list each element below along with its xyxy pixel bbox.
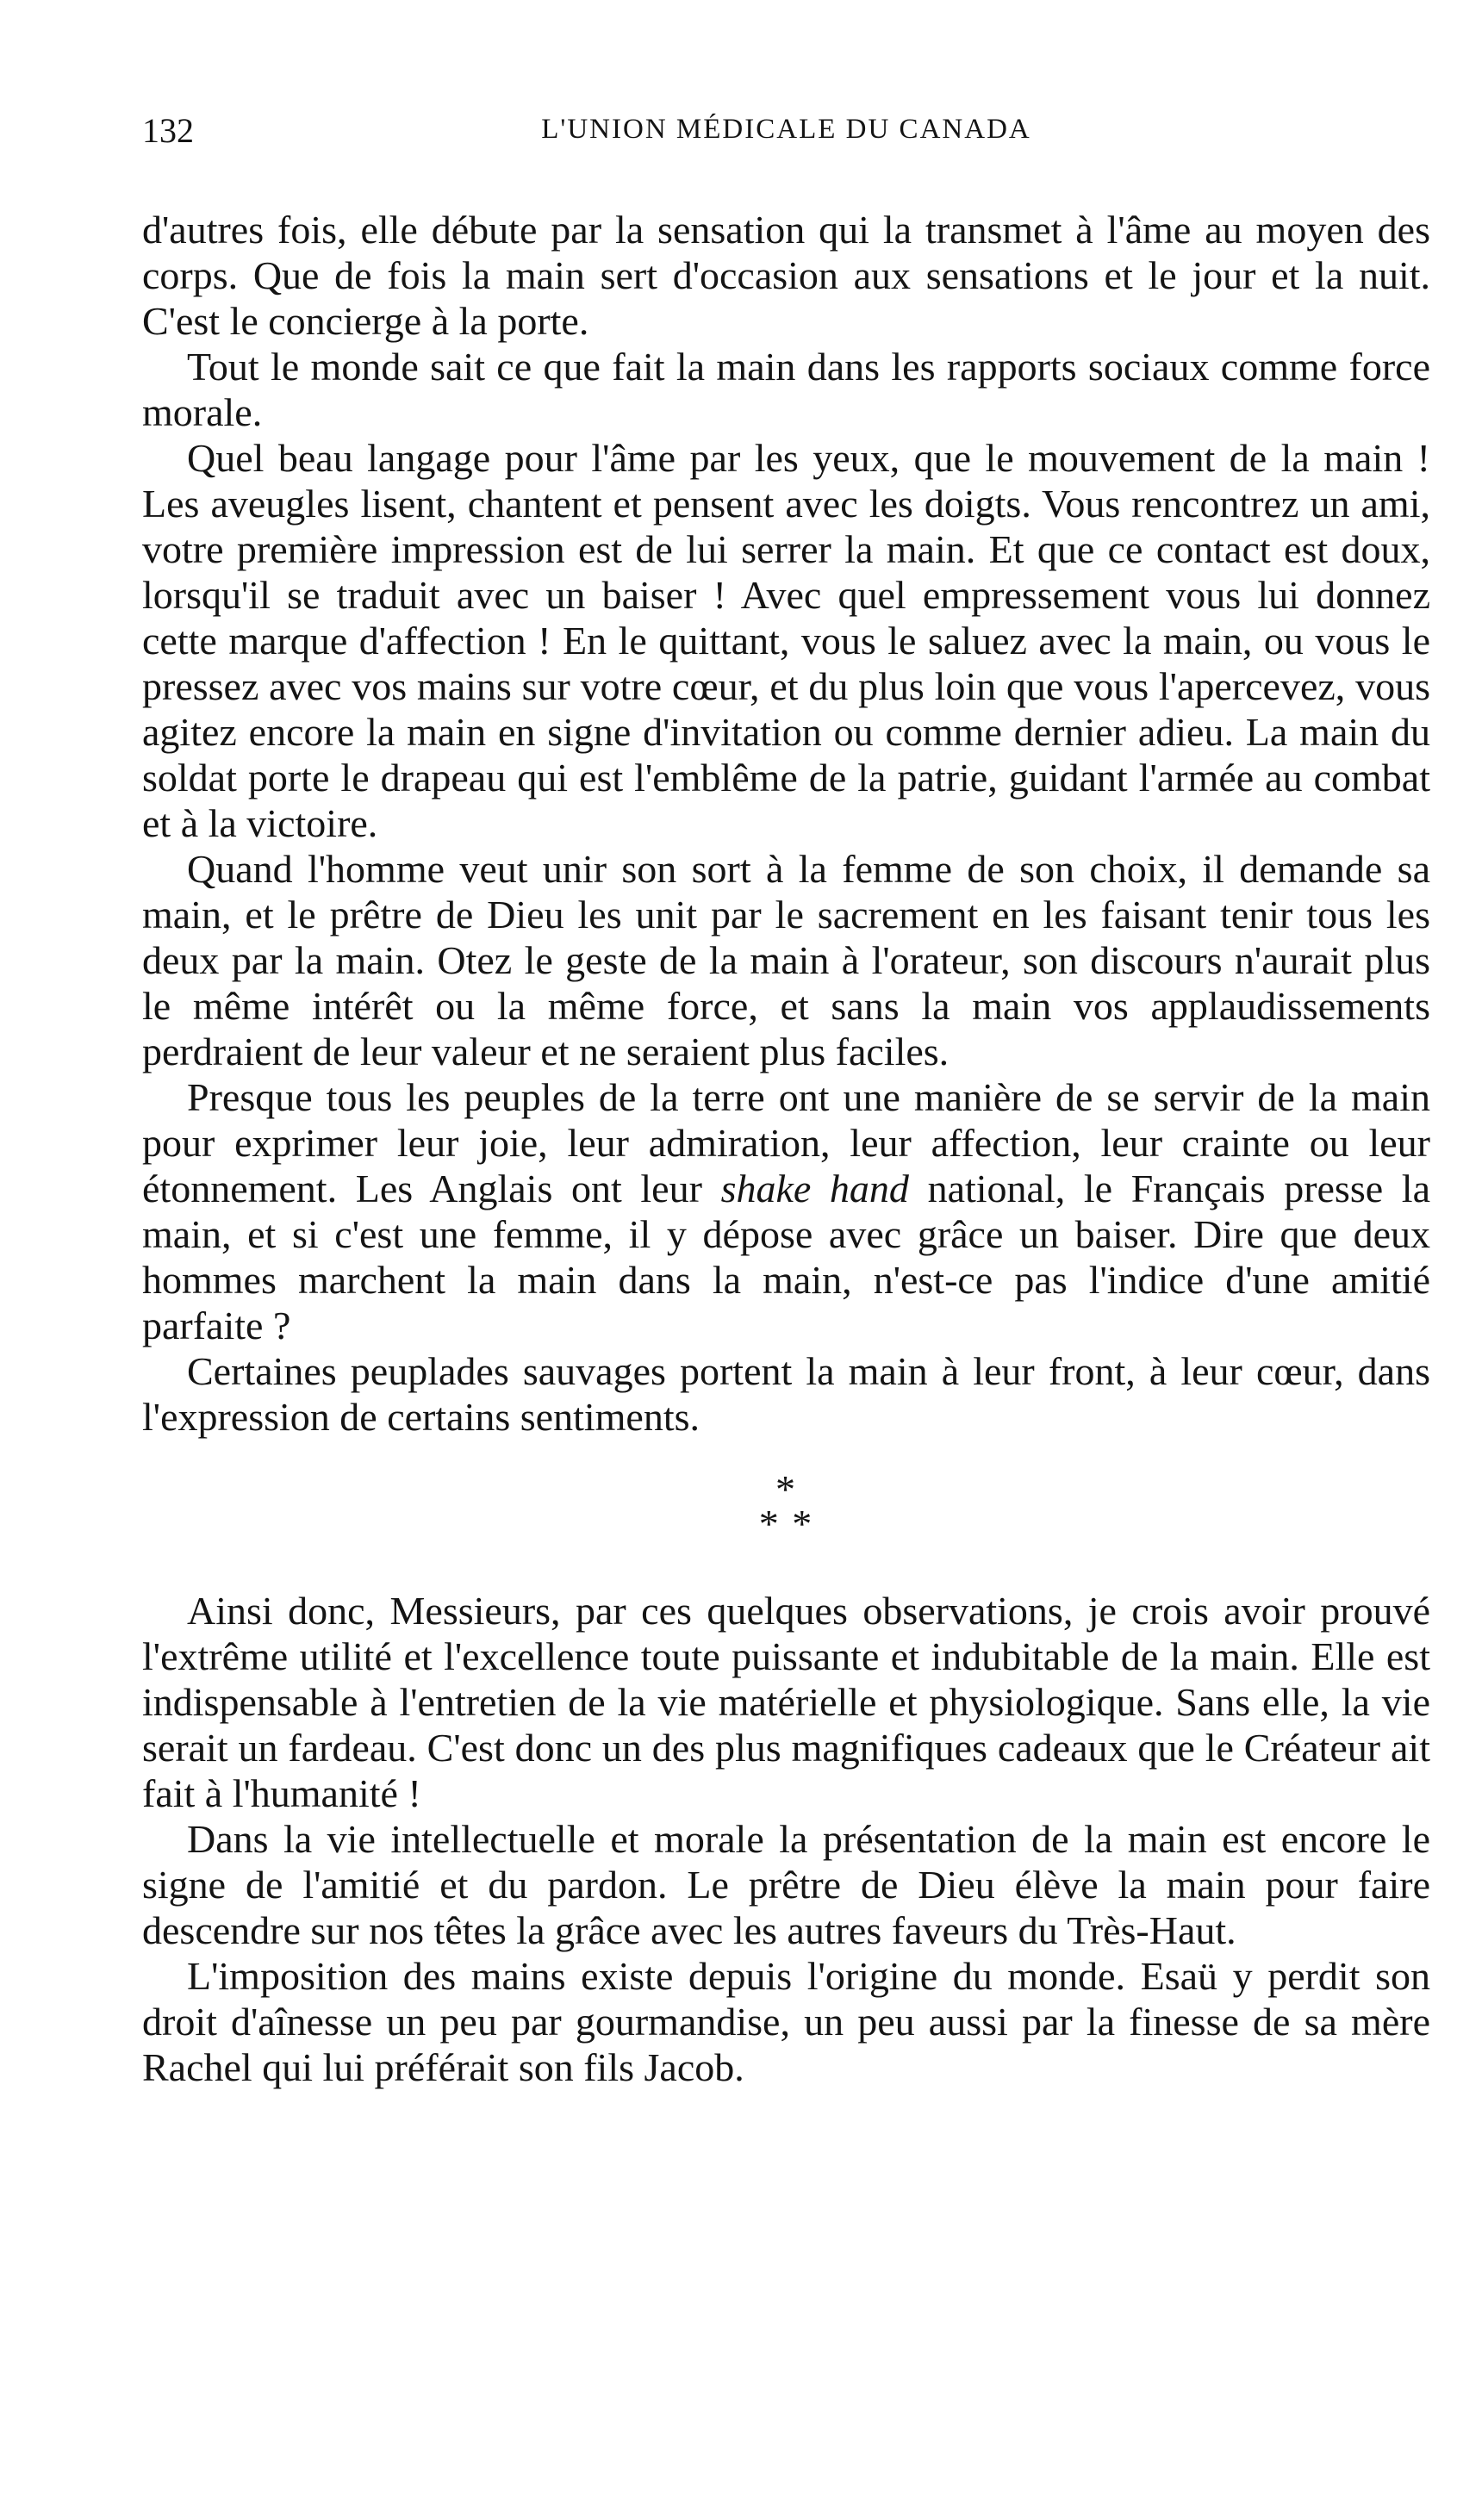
italic-shake-hand: shake hand: [720, 1167, 909, 1210]
paragraph-peuples: [142, 1074, 1430, 1348]
paragraph-beau-langage: Quel beau langage pour l'âme par les yeux, que le mouvement de la main ! Les aveugles lisent, chantent et pensent avec les doigts. Vous rencontrez un ami, votre première impression est de lui serrer la main. Et que ce contact est doux, lorsqu'il se traduit avec un baiser ! Avec quel empressement vous lui donnez cette marque d'affection ! En le quittant, vous le saluez avec la main, ou vous le pressez avec vos mains sur votre cœur, et du plus loin que vous l'apercevez, vous agitez encore la main en signe d'invitation ou comme dernier adieu. La main du soldat porte le drapeau qui est l'emblême de la patrie, guidant l'armée au combat et à la victoire.: [142, 436, 1430, 845]
paragraph-peuples-end: national, le Français presse la main, et si c'est une femme, il y dépose avec grâce un baiser. Dire que deux hommes marchent la main dans la main, n'est-ce pas l'indice d'une amitié parfaite ?: [142, 1167, 1430, 1347]
paragraph-continued: d'autres fois, elle débute par la sensation qui la transmet à l'âme au moyen des corps. Que de fois la main sert d'occasion aux sensations et le jour et la nuit. C'est le concierge à la porte.: [142, 208, 1430, 343]
paragraph-social-rapports: Tout le monde sait ce que fait la main dans les rapports sociaux comme force morale.: [142, 345, 1430, 434]
paragraph-mariage-orateur: Quand l'homme veut unir son sort à la femme de son choix, il demande sa main, et le prêtre de Dieu les unit par le sacrement en les faisant tenir tous les deux par la main. Otez le geste de la main à l'orateur, son discours n'aurait plus le même intérêt ou la même force, et sans la main vos applaudissements perdraient de leur valeur et ne seraient plus faciles.: [142, 847, 1430, 1073]
body-text: [142, 207, 1430, 2090]
running-title: L'UNION MÉDICALE DU CANADA: [541, 114, 1031, 145]
asterism-bottom: * *: [758, 1502, 814, 1546]
paragraph-ainsi-donc: Ainsi donc, Messieurs, par ces quelques observations, je crois avoir prouvé l'extrême utilité et l'excellence toute puissante et indubitable de la main. Elle est indispensable à l'entretien de la vie matérielle et physiologique. Sans elle, la vie serait un fardeau. C'est donc un des plus magnifiques cadeaux que le Créateur ait fait à l'humanité !: [142, 1589, 1430, 1815]
paragraph-peuplades: Certaines peuplades sauvages portent la main à leur front, à leur cœur, dans l'expression de certains sentiments.: [142, 1349, 1430, 1439]
page-header: [142, 110, 1430, 159]
page-number: 132: [142, 111, 194, 150]
paragraph-peuples-start: Presque tous les peuples de la terre ont une manière de se servir de la main pour exprimer leur joie, leur admiration, leur affection, leur crainte ou leur étonnement. Les Anglais ont leur: [142, 1075, 1430, 1210]
paragraph-vie-intellectuelle: Dans la vie intellectuelle et morale la présentation de la main est encore le signe de l'amitié et du pardon. Le prêtre de Dieu élève la main pour faire descendre sur nos têtes la grâce avec les autres faveurs du Très-Haut.: [142, 1817, 1430, 1952]
asterism-section-break: [142, 1467, 1430, 1546]
paragraph-imposition-des-mains: L'imposition des mains existe depuis l'origine du monde. Esaü y perdit son droit d'aînesse un peu par gourmandise, un peu aussi par la finesse de sa mère Rachel qui lui préférait son fils Jacob.: [142, 1954, 1430, 2089]
document-page: [142, 110, 1430, 2090]
asterism-top: *: [775, 1467, 797, 1511]
